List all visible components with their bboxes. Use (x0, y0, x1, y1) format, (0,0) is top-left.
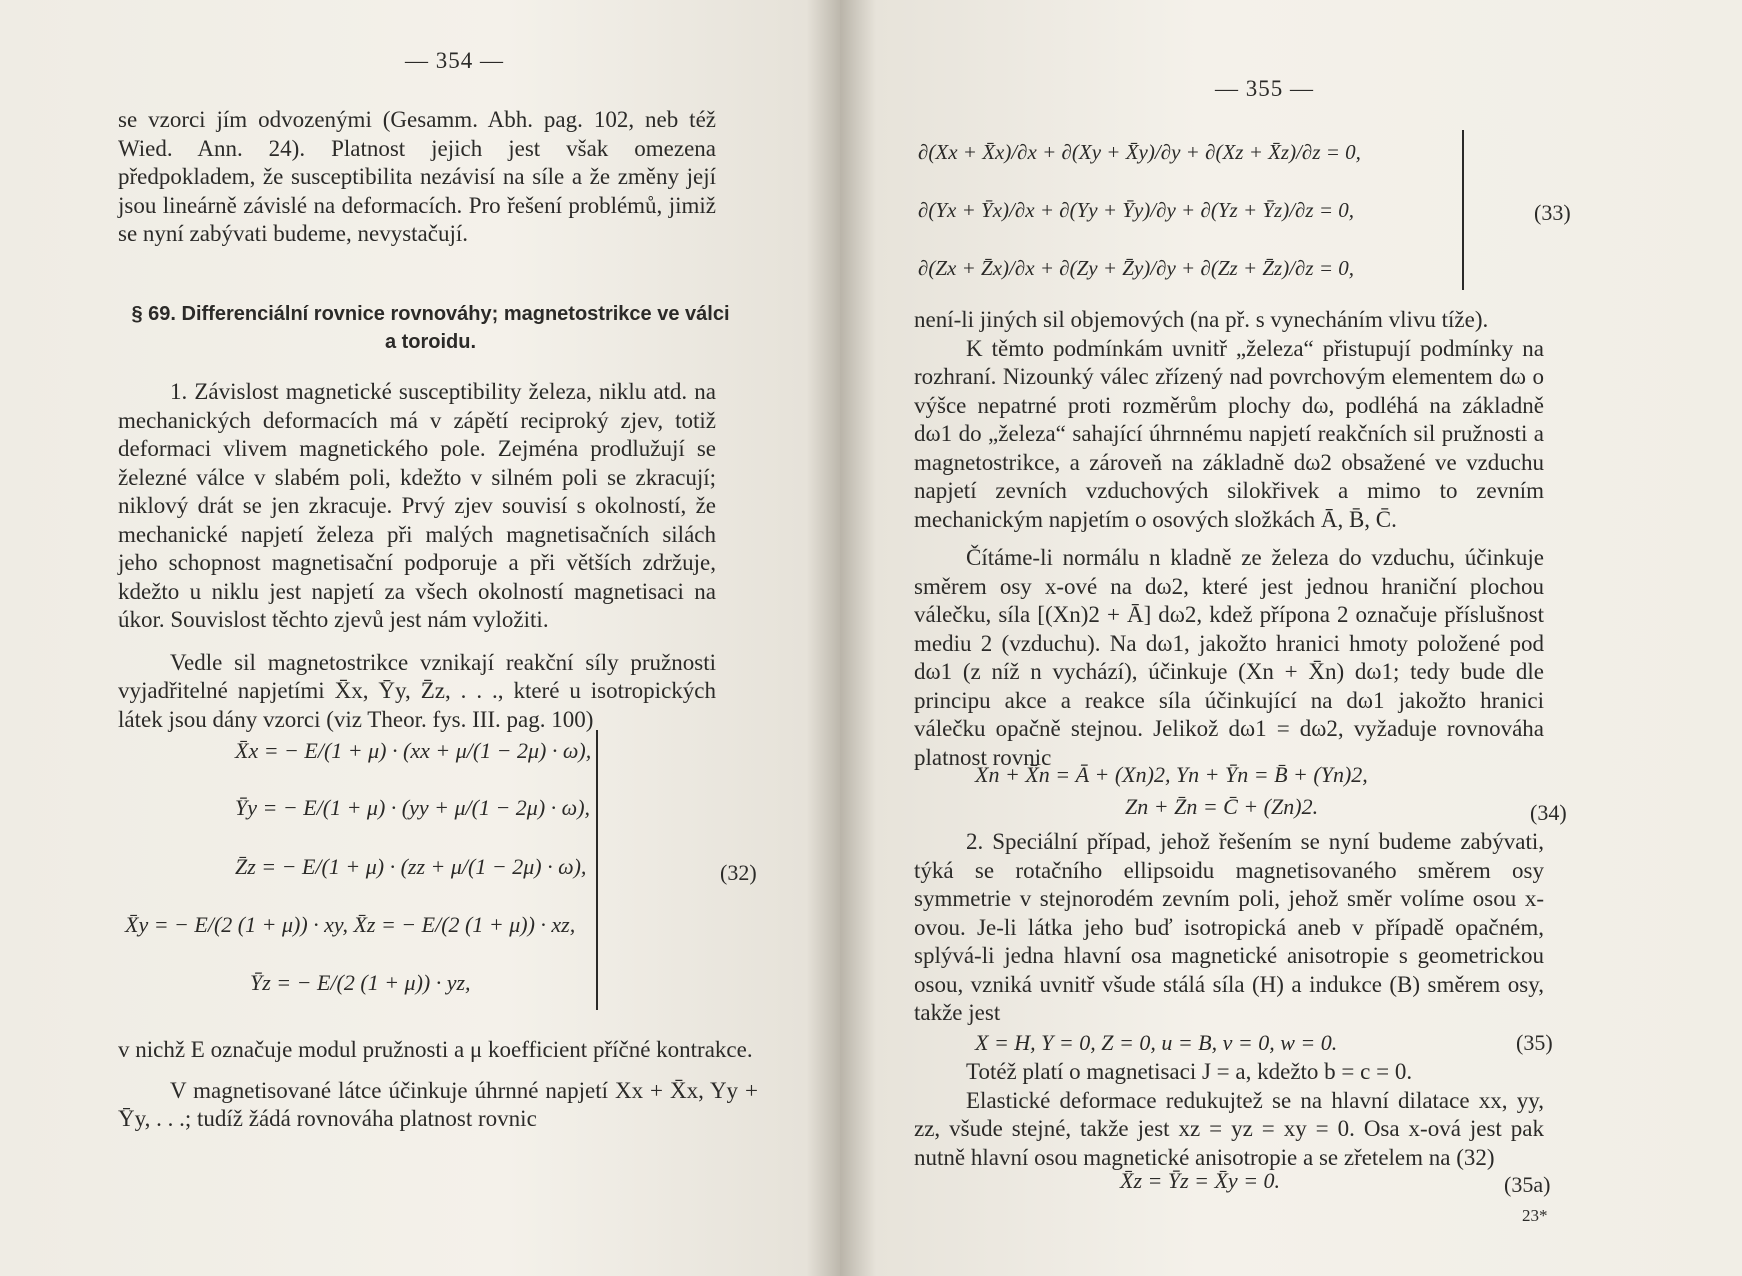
intro-paragraph (118, 106, 716, 249)
paragraph-r3: Čítáme-li normálu n kladně ze železa do vzduchu, účinkuje směrem osy x-ové na dω2, které jest jednou hraniční plochou válečku, síla [(Xn)2 + Ā] dω2, kdež přípona 2 označuje příslušnost mediu 2 (vzduchu). Na dω1, jakožto hranici hmoty položené pod dω1 (z níž n vychází), účinkuje (Xn + X̄n) dω1; tedy bude dle principu akce a reakce síla účinkující na dω1 jakožto hranici válečku opačně stejnou. Jelikož dω1 = dω2, vyžaduje rovnováha platnost rovnic (914, 545, 1544, 770)
section-heading (118, 300, 743, 356)
body-paragraphs-left-bottom (118, 1036, 758, 1134)
section-heading-line1: § 69. Differenciální rovnice rovnováhy; magnetostrikce ve válci (131, 303, 730, 325)
equation-32-line-3: Z̄z = − E/(1 + μ) · (zz + μ/(1 − 2μ) · ω), (235, 854, 587, 879)
equation-label-33: (33) (1534, 200, 1571, 225)
section-heading-line2: a toroidu. (384, 331, 477, 353)
equation-32-line-2: Ȳy = − E/(1 + μ) · (yy + μ/(1 − 2μ) · ω), (235, 795, 591, 820)
equation-label-34: (34) (1530, 800, 1567, 825)
printer-signature: 23* (1522, 1206, 1548, 1225)
equation-34-line-2: Zn + Z̄n = C̄ + (Zn)2. (1125, 794, 1319, 819)
page-number-right: — 355 — (1215, 76, 1314, 101)
equation-32-line-1: X̄x = − E/(1 + μ) · (xx + μ/(1 − 2μ) · ω), (235, 738, 592, 763)
equation-32-line-5: Ȳz = − E/(2 (1 + μ)) · yz, (250, 970, 471, 995)
paragraph-r5: Totéž platí o magnetisaci J = a, kdežto b = c = 0. (966, 1059, 1413, 1084)
body-paragraphs-right-3 (914, 1058, 1544, 1172)
equation-label-35a: (35a) (1504, 1172, 1551, 1197)
equation-brace-32 (596, 730, 598, 1010)
equation-34-line-1: Xn + X̄n = Ā + (Xn)2, Yn + Ȳn = B̄ + (Yn)2, (975, 762, 1368, 787)
equation-33-line-3: ∂(Zx + Z̄x)/∂x + ∂(Zy + Z̄y)/∂y + ∂(Zz + Z̄z)/∂z = 0, (918, 256, 1355, 280)
equation-brace-33 (1462, 130, 1464, 290)
paragraph-4: V magnetisované látce účinkuje úhrnné napjetí Xx + X̄x, Yy + Ȳy, . . .; tudíž žádá rovnováha platnost rovnic (118, 1077, 758, 1131)
body-paragraphs-right-2 (914, 828, 1544, 1028)
paragraph-r4: 2. Speciální případ, jehož řešením se nyní budeme zabývati, týká se rotačního ellipsoidu magnetisovaného směrem osy symmetrie v stejnorodém zevním poli, jehož směr volíme osou x-ovou. Je-li látka jeho buď isotropická aneb v případě opačném, splývá-li jedna hlavní osa magnetické anisotropie s geometrickou osou, vzniká uvnitř všude stálá síla (H) a indukce (B) směrem osy, takže jest (914, 829, 1544, 1025)
equation-32-line-4: X̄y = − E/(2 (1 + μ)) · xy, X̄z = − E/(2 (1 + μ)) · xz, (125, 912, 576, 937)
paragraph-3: v nichž E označuje modul pružnosti a μ koefficient příčné kontrakce. (118, 1037, 753, 1062)
left-page (0, 0, 840, 1276)
equation-33-line-1: ∂(Xx + X̄x)/∂x + ∂(Xy + X̄y)/∂y + ∂(Xz + X̄z)/∂z = 0, (918, 140, 1361, 164)
equation-35: X = H, Y = 0, Z = 0, u = B, v = 0, w = 0. (975, 1030, 1338, 1055)
page-number-left: — 354 — (405, 48, 504, 73)
right-page (840, 0, 1742, 1276)
paragraph-r6: Elastické deformace redukujtež se na hlavní dilatace xx, yy, zz, všude stejné, takže jest xz = yz = xy = 0. Osa x-ová jest pak nutně hlavní osou magnetické anisotropie a se zřetelem na (32) (914, 1087, 1544, 1170)
paragraph-2: Vedle sil magnetostrikce vznikají reakční síly pružnosti vyjadřitelné napjetími X̄x, Ȳy, Z̄z, . . ., které u isotropických látek jsou dány vzorci (viz Theor. fys. III. pag. 100) (118, 649, 716, 732)
equation-35a: X̄z = Ȳz = X̄y = 0. (1120, 1168, 1281, 1193)
intro-text: se vzorci jím odvozenými (Gesamm. Abh. pag. 102, neb též Wied. Ann. 24). Platnost jejich jest však omezena předpokladem, že susceptibilita nezávisí na síle a že změny její jsou lineárně závislé na deformacích. Pro řešení problémů, jimiž se nyní zabývati budeme, nevystačují. (118, 107, 716, 246)
equation-33-line-2: ∂(Yx + Ȳx)/∂x + ∂(Yy + Ȳy)/∂y + ∂(Yz + Ȳz)/∂z = 0, (918, 198, 1355, 222)
equation-label-32: (32) (720, 860, 757, 885)
body-paragraphs-left (118, 378, 716, 734)
paragraph-r1: není-li jiných sil objemových (na př. s vynecháním vlivu tíže). (914, 307, 1489, 332)
paragraph-r2: K těmto podmínkám uvnitř „železa“ přistupují podmínky na rozhraní. Nizounký válec zřízený nad povrchovým elementem dω o výšce nepatrné proti rozměrům plochy dω, podléhá na základně dω1 do „železa“ sahající úhrnnému napjetí reakčních sil pružnosti a magnetostrikce, a zároveň na základně dω2 obsažené ve vzduchu napjetí zevních vzduchových silokřivek a mimo to zevním mechanickým napjetím o osových složkách Ā, B̄, C̄. (914, 335, 1544, 532)
paragraph-1: 1. Závislost magnetické susceptibility železa, niklu atd. na mechanických deformacích má v zápětí reciproký zjev, totiž deformaci vlivem magnetického pole. Zejména prodlužují se železné válce v slabém poli, kdežto v silném poli se zkracují; niklový drát se jen zkracuje. Prvý zjev souvisí s okolností, že mechanické napjetí železa při malých magnetisačních silách jeho schopnost magnetisační podporuje a při větších zdržuje, kdežto u niklu jest napjetí za všech okolností magnetisaci na úkor. Souvislost těchto zjevů jest nám vyložiti. (118, 379, 716, 632)
equation-label-35: (35) (1516, 1030, 1553, 1055)
body-paragraphs-right (914, 306, 1544, 772)
